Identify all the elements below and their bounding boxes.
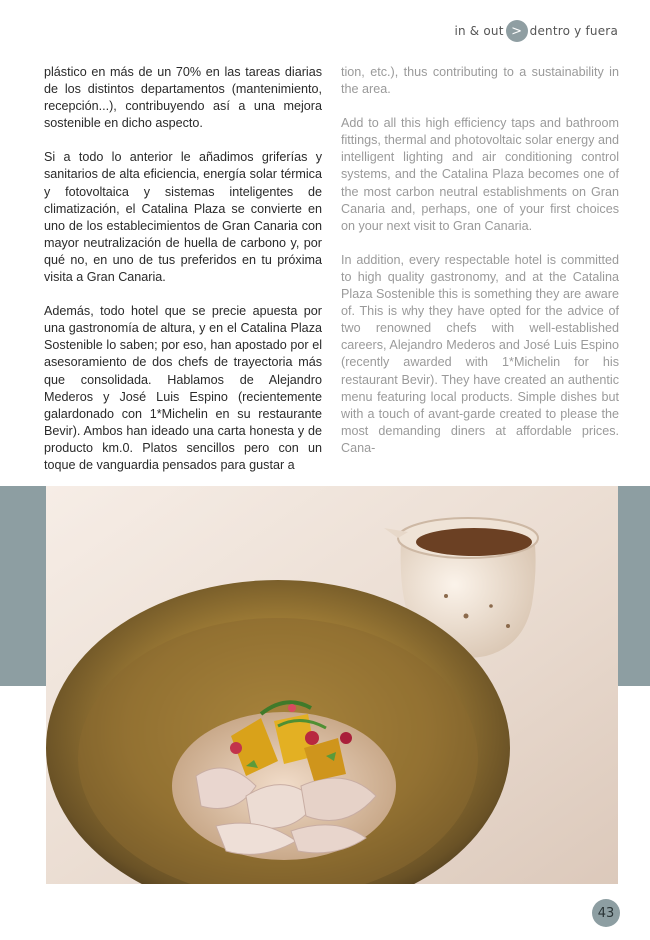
header-arrow-icon: > — [506, 20, 528, 42]
english-paragraph-2: Add to all this high efficiency taps and bathroom fittings, thermal and photovoltaic solar energy and intelligent lighting and air conditioning control systems, and the Catalina Plaza becomes one of the most carbon neutral establishments on Gran Canaria and, perhaps, one of your first choices on your next visit to Gran Canaria. — [341, 116, 619, 233]
dish-photo — [46, 486, 618, 884]
spanish-text-column — [44, 64, 322, 491]
spanish-paragraph-2: Si a todo lo anterior le añadimos griferías y sanitarios de alta eficiencia, energía solar térmica y fotovoltaica y sistemas inteligentes de climatización, el Catalina Plaza se convierte en uno de los establecimientos de Gran Canaria con mayor neutralización de huella de carbono y, por qué no, en uno de tus preferidos en tu próxima visita a Gran Canaria. — [44, 150, 322, 285]
decorative-band-right — [618, 486, 650, 686]
header-section-en: in & out — [454, 23, 504, 38]
spanish-paragraph-3: Además, todo hotel que se precie apuesta por una gastronomía de altura, y en el Catalina Plaza Sostenible lo saben; por eso, han apostado por el asesoramiento de dos chefs de trayectoria más que consolidada. Hablamos de Alejandro Mederos y José Luis Espino (recientemente galardonado con 1*Michelin en su restaurante Bevir). Ambos han ideado una carta honesta y de producto km.0. Platos sencillos pero con un toque de vanguardia pensados para gustar a — [44, 304, 322, 472]
english-text-column — [341, 64, 619, 474]
spanish-paragraph-1: plástico en más de un 70% en las tareas diarias de los distintos departamentos (mantenimiento, recepción...), contribuyendo así a una mejora sostenible en dicho aspecto. — [44, 65, 322, 131]
page-number: 43 — [592, 899, 620, 927]
header-section-es: dentro y fuera — [529, 23, 618, 38]
english-paragraph-1: tion, etc.), thus contributing to a sustainability in the area. — [341, 65, 619, 97]
decorative-band-left — [0, 486, 46, 686]
english-paragraph-3: In addition, every respectable hotel is committed to high quality gastronomy, and at the Catalina Plaza Sostenible this is something they are aware of. This is why they have opted for the advice of two renowned chefs with well-established careers, Alejandro Mederos and José Luis Espino (recently awarded with 1*Michelin for his restaurant Bevir). They have created an authentic menu featuring local products. Simple dishes but with a touch of avant-garde created to please the most demanding diners at affordable prices. Cana- — [341, 252, 619, 455]
running-header — [454, 20, 618, 41]
